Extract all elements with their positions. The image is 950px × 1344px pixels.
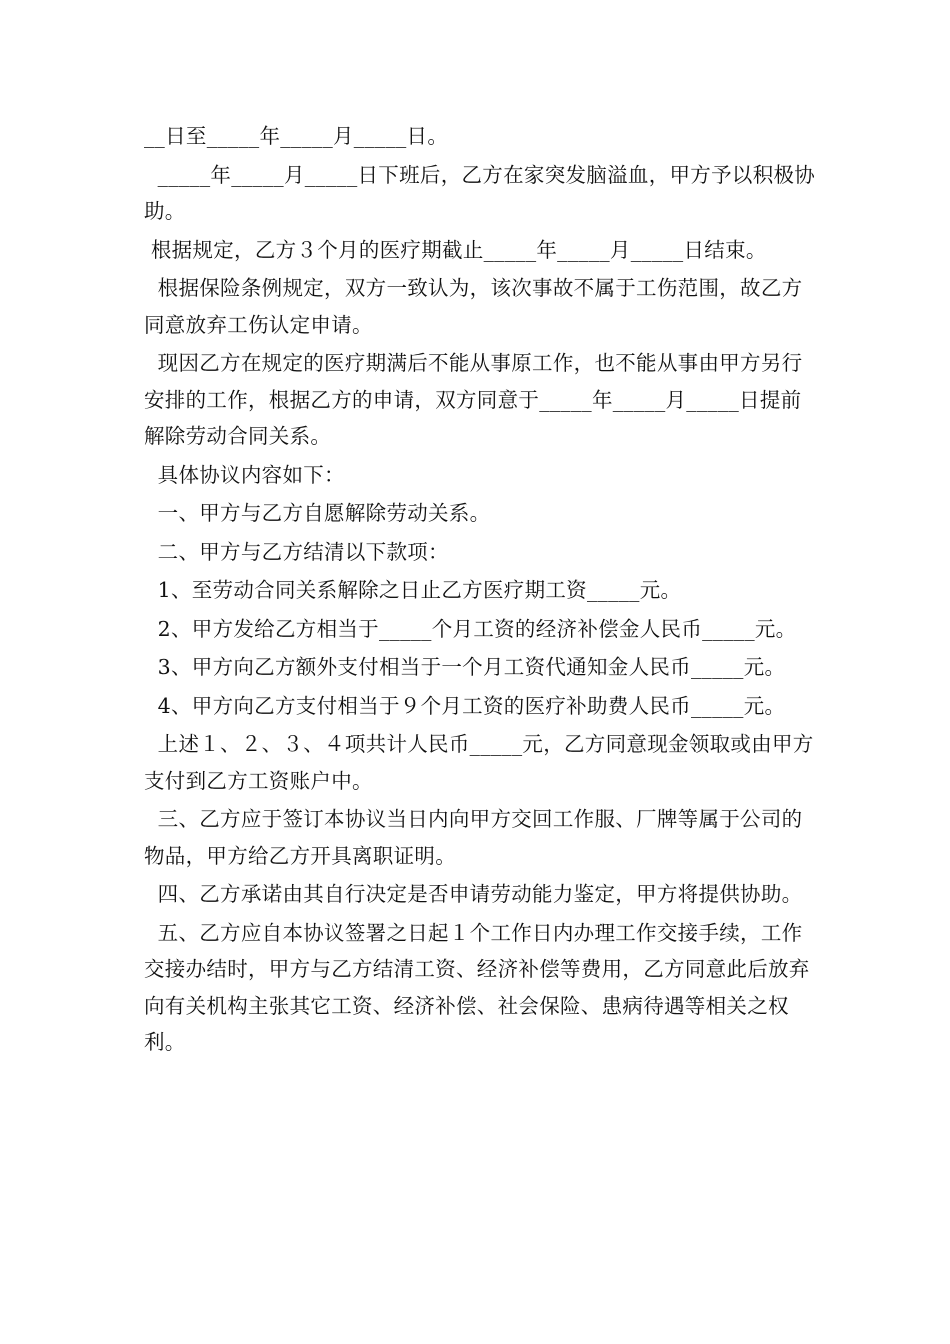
clause-2-total: 上述１、２、３、４项共计人民币_____元，乙方同意现金领取或由甲方支付到乙方工资账户中。: [144, 732, 814, 793]
paragraph-incident: _____年_____月_____日下班后，乙方在家突发脑溢血，甲方予以积极协助。: [144, 162, 816, 223]
clause-2-item-2: 2、甲方发给乙方相当于_____个月工资的经济补偿金人民币_____元。: [144, 616, 797, 641]
clause-2-item-1: 1、至劳动合同关系解除之日止乙方医疗期工资_____元。: [144, 578, 682, 602]
clause-2: 二、甲方与乙方结清以下款项：: [144, 539, 449, 564]
clause-5: 五、乙方应自本协议签署之日起１个工作日内办理工作交接手续，工作交接办结时，甲方与乙方结清工资、经济补偿等费用，乙方同意此后放弃向有关机构主张其它工资、经济补偿、社会保险、患病待遇等相关之权利。: [144, 920, 810, 1054]
clause-4: 四、乙方承诺由其自行决定是否申请劳动能力鉴定，甲方将提供协助。: [144, 882, 803, 906]
clause-1: 一、甲方与乙方自愿解除劳动关系。: [144, 501, 491, 525]
agreement-body: [144, 118, 816, 1063]
paragraph-medical-period: 根据规定，乙方３个月的医疗期截止_____年_____月_____日结束。: [144, 237, 767, 262]
paragraph-date-range: __日至_____年_____月_____日。: [144, 124, 449, 148]
clause-2-item-3: 3、甲方向乙方额外支付相当于一个月工资代通知金人民币_____元。: [144, 655, 786, 679]
clause-3: 三、乙方应于签订本协议当日内向甲方交回工作服、厂牌等属于公司的物品，甲方给乙方开具离职证明。: [144, 807, 803, 868]
clause-2-item-4: 4、甲方向乙方支付相当于９个月工资的医疗补助费人民币_____元。: [144, 693, 786, 718]
paragraph-agreement-intro: 具体协议内容如下：: [144, 462, 345, 487]
paragraph-injury-scope: 根据保险条例规定，双方一致认为，该次事故不属于工伤范围，故乙方同意放弃工伤认定申请。: [144, 276, 803, 337]
paragraph-termination-reason: 现因乙方在规定的医疗期满后不能从事原工作，也不能从事由甲方另行安排的工作，根据乙方的申请，双方同意于_____年_____月_____日提前解除劳动合同关系。: [144, 351, 803, 448]
